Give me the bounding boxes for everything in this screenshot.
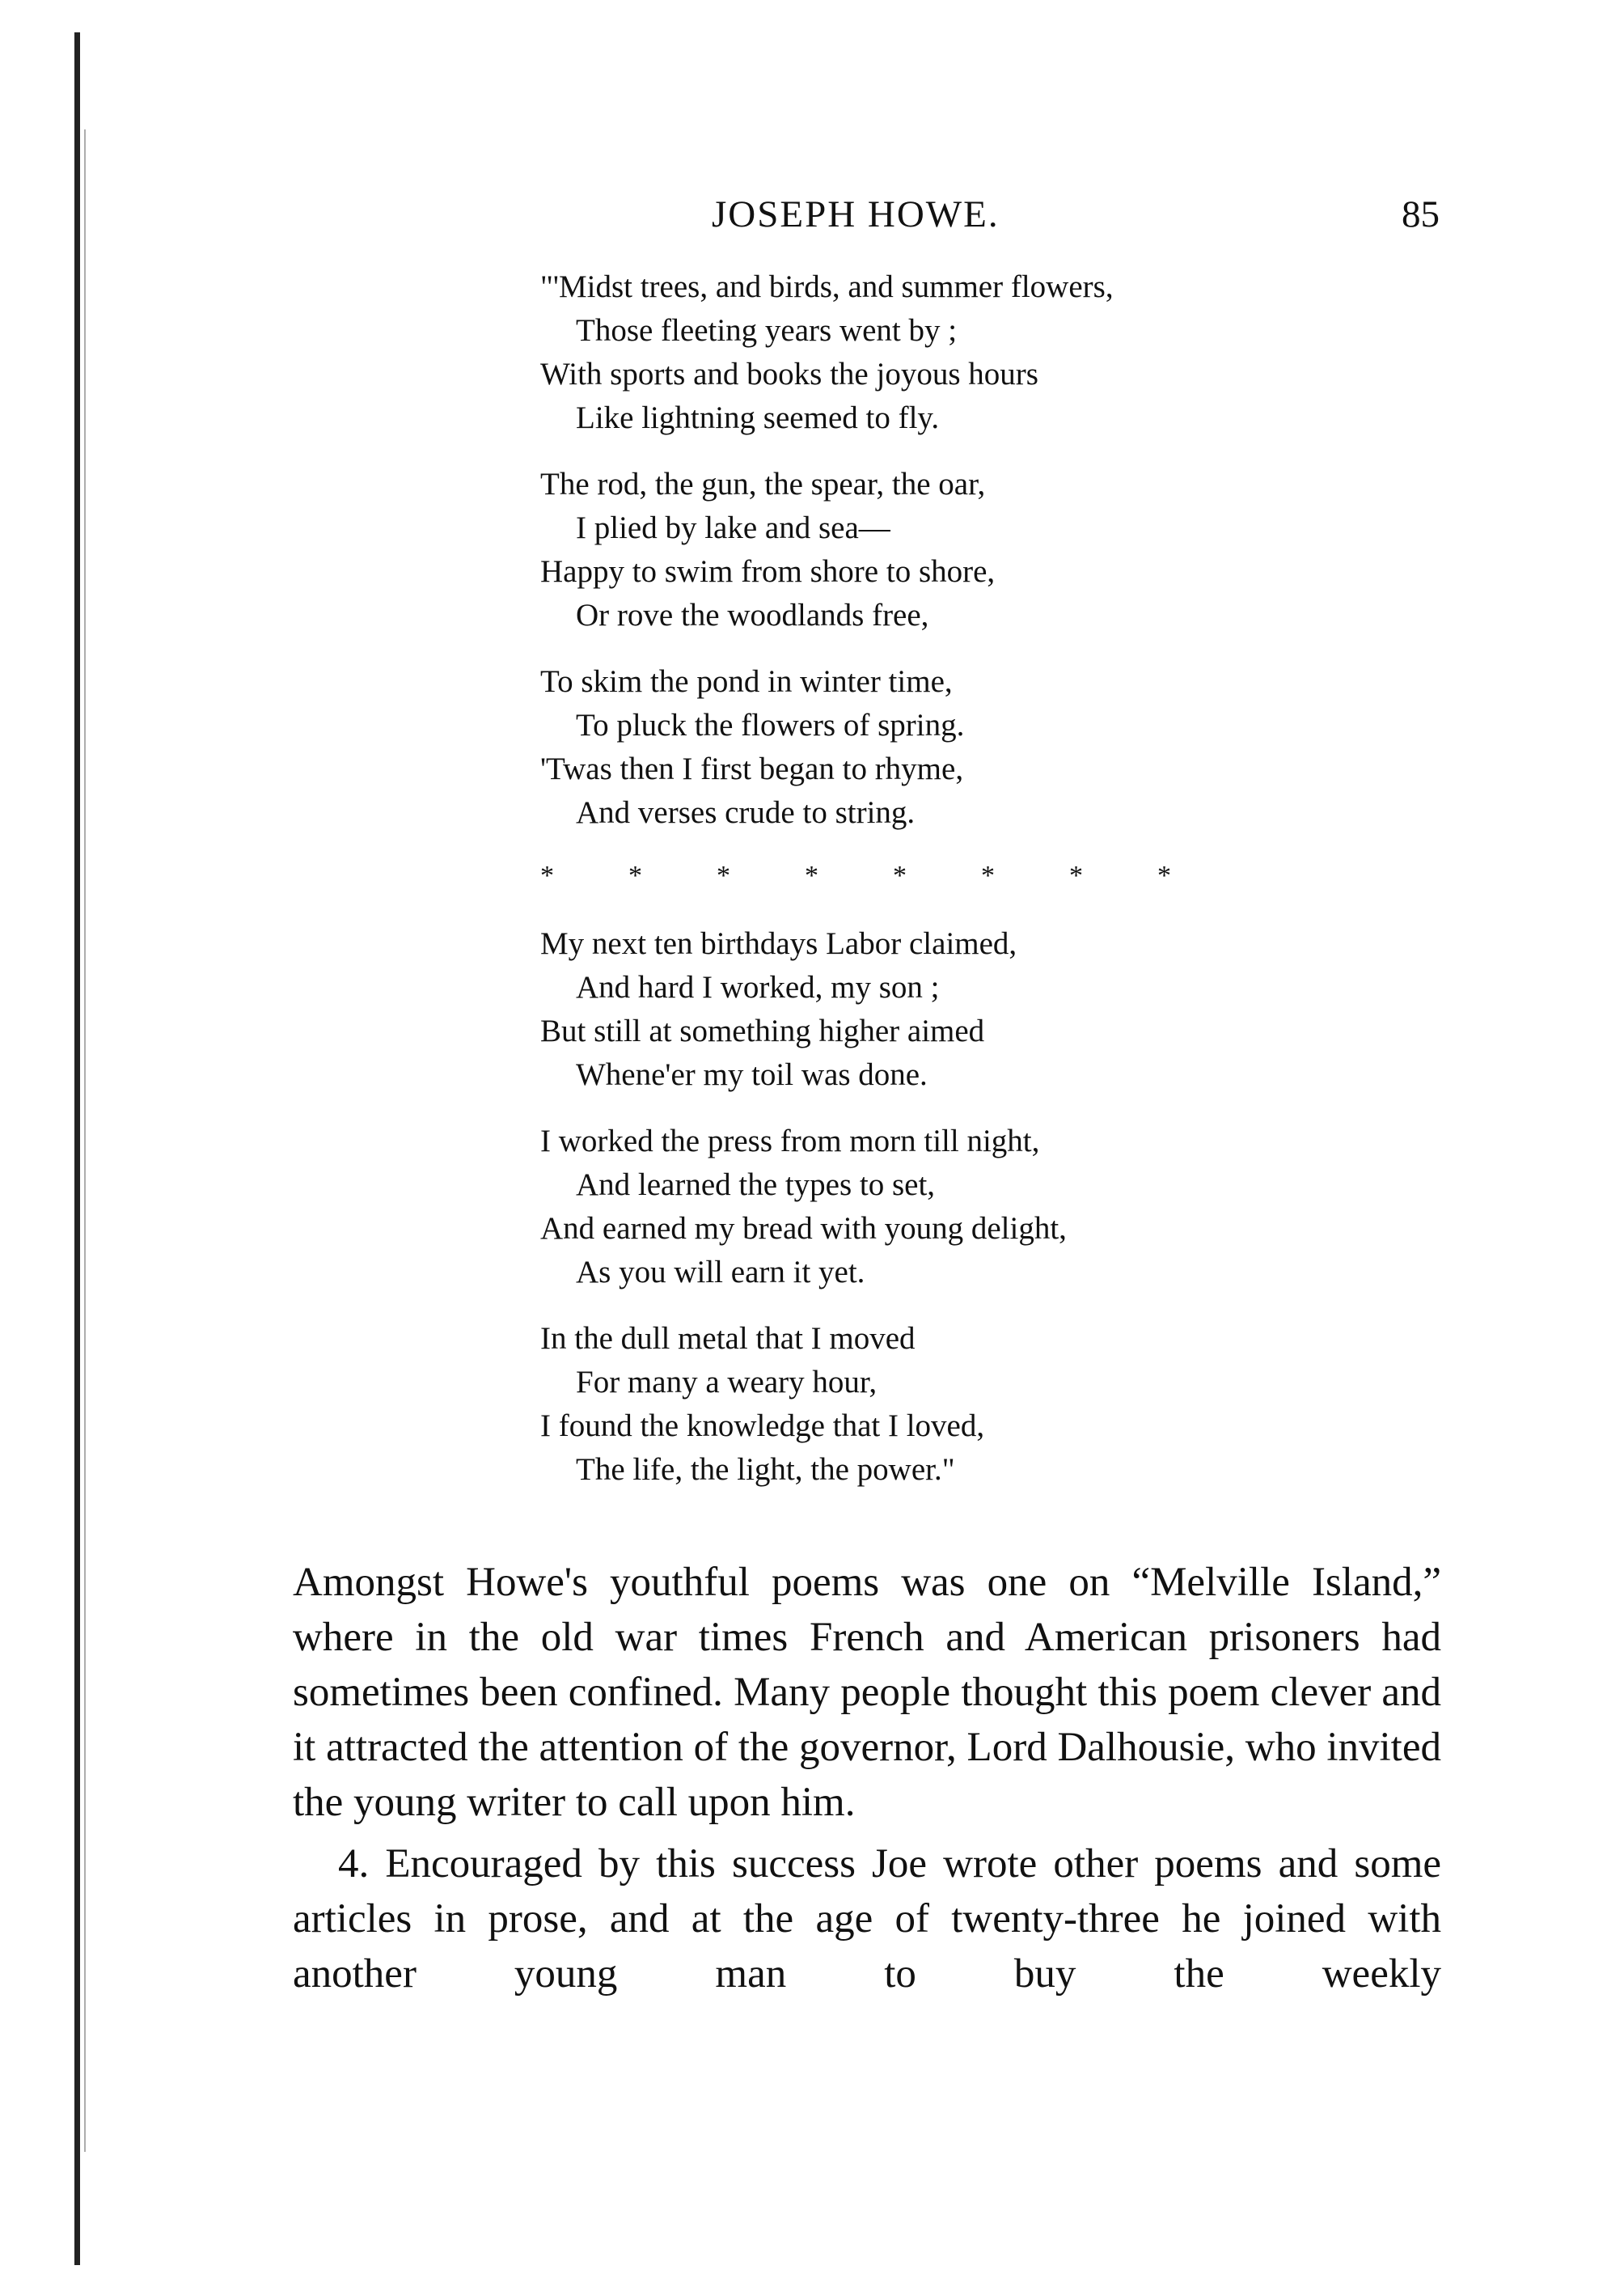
poem-line: I worked the press from morn till night, <box>540 1124 1040 1158</box>
poem <box>540 265 1446 1514</box>
poem-stanza <box>540 660 1446 835</box>
binding-edge-line <box>74 32 80 2265</box>
poem-line: But still at something higher aimed <box>540 1014 985 1048</box>
poem-line: Whene'er my toil was done. <box>576 1057 928 1092</box>
poem-line: The rod, the gun, the spear, the oar, <box>540 467 986 502</box>
poem-line: I plied by lake and sea— <box>576 510 890 545</box>
asterisk: * <box>628 861 642 891</box>
asterisk: * <box>717 861 730 891</box>
body-text <box>293 1555 1441 2001</box>
poem-line: Like lightning seemed to fly. <box>576 400 940 435</box>
asterisk: * <box>805 861 818 891</box>
running-title: JOSEPH HOWE. <box>712 193 1000 235</box>
paragraph: Amongst Howe's youthful poems was one on “Melville Island,” where in the old war times French and American prisoners had sometimes been confined. Many people thought this poem clever and it attracted the attention of the governor, Lord Dalhousie, who invited the young writer to call upon him. <box>293 1560 1441 1825</box>
poem-line: 'Twas then I first began to rhyme, <box>540 752 964 786</box>
asterisk: * <box>893 861 907 891</box>
asterisk: * <box>1157 861 1171 891</box>
poem-line: My next ten birthdays Labor claimed, <box>540 926 1017 961</box>
page-number: 85 <box>1402 193 1440 235</box>
asterisk: * <box>981 861 995 891</box>
poem-line: In the dull metal that I moved <box>540 1321 916 1356</box>
poem-line: And earned my bread with young delight, <box>540 1211 1067 1246</box>
poem-line: With sports and books the joyous hours <box>540 357 1038 392</box>
poem-line: For many a weary hour, <box>576 1365 878 1400</box>
poem-line: I found the knowledge that I loved, <box>540 1408 985 1443</box>
paragraph: 4. Encouraged by this success Joe wrote other poems and some articles in prose, and at the age of twenty-three he joined with another young man to buy the weekly <box>293 1841 1441 1997</box>
poem-line: To skim the pond in winter time, <box>540 664 953 699</box>
section-break-asterisks <box>540 854 1171 898</box>
poem-line: To pluck the flowers of spring. <box>576 708 965 743</box>
poem-stanza <box>540 1317 1446 1492</box>
poem-line: And hard I worked, my son ; <box>576 970 940 1005</box>
poem-line: And learned the types to set, <box>576 1167 936 1202</box>
poem-line: Those fleeting years went by ; <box>576 313 958 348</box>
poem-line: And verses crude to string. <box>576 795 916 830</box>
page-header <box>291 186 1440 243</box>
poem-stanza <box>540 463 1446 637</box>
binding-shadow-line <box>84 129 86 2152</box>
poem-line: As you will earn it yet. <box>576 1255 865 1289</box>
poem-stanza <box>540 265 1446 440</box>
poem-line: The life, the light, the power." <box>576 1452 955 1487</box>
asterisk: * <box>540 861 554 891</box>
poem-stanza <box>540 1120 1446 1294</box>
poem-stanza <box>540 922 1446 1097</box>
asterisk: * <box>1069 861 1083 891</box>
poem-line: Or rove the woodlands free, <box>576 598 929 633</box>
poem-line: Happy to swim from shore to shore, <box>540 554 996 589</box>
poem-line: "'Midst trees, and birds, and summer flowers, <box>540 269 1114 304</box>
